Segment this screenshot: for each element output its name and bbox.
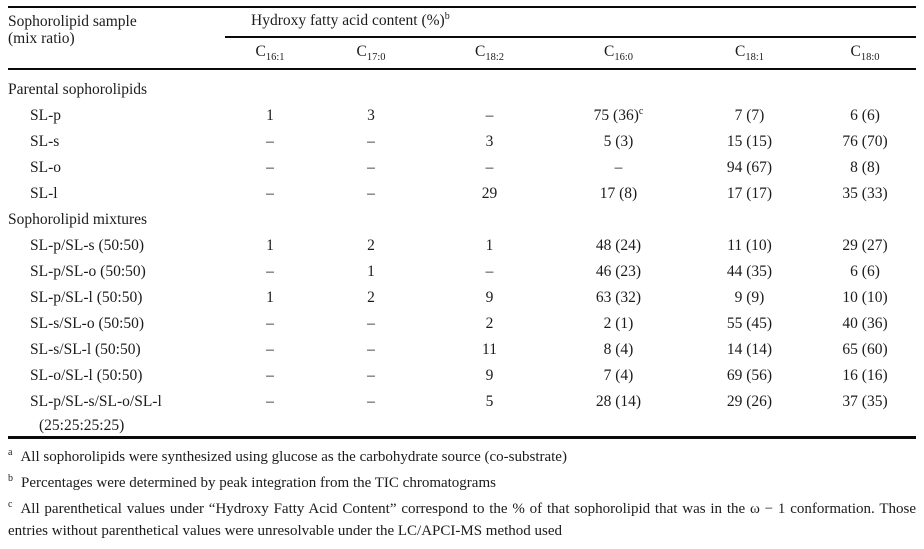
table-row-slp-slo	[8, 259, 916, 285]
footnote-b	[8, 472, 916, 494]
cell-value: 1	[266, 237, 274, 254]
cell-value: –	[367, 159, 375, 176]
table-row-sl-o	[8, 155, 916, 181]
sample-name: SL-s	[30, 133, 60, 150]
footnote-a-text: All sophorolipids were synthesized using glucose as the carbohydrate source (co-substrate)	[20, 449, 567, 465]
cell-value: 7 (7)	[734, 107, 765, 124]
footnote-marker-b: b	[444, 10, 450, 22]
col-header-c16-0: $C_{16:0}$	[552, 37, 685, 69]
cell-value: –	[266, 133, 274, 150]
cell-value: –	[367, 185, 375, 202]
sample-header-line1: Sophorolipid sample	[8, 13, 137, 30]
cell-value: –	[485, 159, 494, 176]
table-row-quaternary-mix	[8, 389, 916, 438]
section-label-parental: Parental sophorolipids	[8, 81, 148, 98]
cell-value: 76 (70)	[842, 133, 888, 150]
col-header-c17-0: $C_{17:0}$	[315, 37, 427, 69]
section-label-mixtures: Sophorolipid mixtures	[8, 211, 148, 228]
cell-value: 75 $(36)^c$	[593, 105, 644, 124]
cell-value: –	[367, 367, 375, 384]
cell-value: 65 (60)	[842, 341, 888, 358]
cell-value: 94 (67)	[726, 159, 773, 176]
cell-value: 29	[481, 185, 498, 202]
table-row-sls-slo	[8, 311, 916, 337]
sophorolipid-table	[8, 6, 916, 439]
cell-value: –	[367, 393, 375, 410]
sample-header-line2: (mix ratio)	[8, 30, 75, 47]
cell-value: 1	[367, 263, 375, 280]
table-row-slo-sll	[8, 363, 916, 389]
sample-name: SL-s/SL-o (50:50)	[30, 315, 145, 332]
cell-value: 6 (6)	[850, 263, 880, 280]
cell-value: 1	[485, 237, 494, 254]
cell-value: 55 (45)	[726, 315, 773, 332]
cell-value: –	[367, 133, 375, 150]
cell-value: 2 (1)	[603, 315, 634, 332]
cell-value: 37 (35)	[842, 393, 888, 410]
table-row-sl-p	[8, 103, 916, 129]
cell-value: 3	[367, 107, 375, 124]
footnote-a-marker: a	[8, 447, 13, 458]
cell-value: 9	[485, 367, 494, 384]
cell-value: 40 (36)	[842, 315, 888, 332]
cell-value: –	[266, 341, 274, 358]
cell-value: 8 (8)	[850, 159, 880, 176]
cell-value: 17 (17)	[726, 185, 773, 202]
sample-name: SL-p	[30, 107, 61, 124]
table-row-sl-l	[8, 181, 916, 207]
cell-value: 2	[367, 237, 375, 254]
cell-value: –	[614, 159, 623, 176]
sample-name: SL-s/SL-l (50:50)	[30, 341, 141, 358]
cell-value: 35 (33)	[842, 185, 888, 202]
cell-value: –	[266, 367, 274, 384]
footnote-a	[8, 446, 916, 468]
footnote-marker-c: c	[638, 105, 644, 117]
footnote-c-text: All parenthetical values under “Hydroxy Fatty Acid Content” correspond to the % of that sophorolipid that was in the ω − 1 conformation. Those entries without parenthetical values were unresolvable under the LC/APCI-MS method used	[8, 501, 916, 539]
footnote-c-marker: c	[8, 499, 13, 510]
cell-value: 11 (10)	[727, 237, 772, 254]
col-header-c18-0: $C_{18:0}$	[814, 37, 916, 69]
cell-value: 9	[485, 289, 494, 306]
table-row-sl-s	[8, 129, 916, 155]
cell-value: 2	[367, 289, 375, 306]
cell-value: 29 (26)	[726, 393, 773, 410]
cell-value: 7 (4)	[603, 367, 634, 384]
sample-name: SL-l	[30, 185, 58, 202]
cell-value: –	[485, 263, 494, 280]
cell-value: –	[266, 393, 274, 410]
cell-value: 1	[266, 107, 274, 124]
cell-value: 14 (14)	[726, 341, 773, 358]
footnotes	[8, 446, 916, 542]
cell-value: 16 (16)	[842, 367, 888, 384]
cell-value: –	[266, 315, 274, 332]
cell-value: 29 (27)	[842, 237, 888, 254]
cell-value: 5 (3)	[603, 133, 634, 150]
cell-value: 63 (32)	[595, 289, 642, 306]
group-header	[225, 7, 916, 37]
col-header-c18-1: $C_{18:1}$	[685, 37, 814, 69]
cell-value: 11	[482, 341, 497, 358]
cell-value: 8 (4)	[603, 341, 634, 358]
footnote-b-text: Percentages were determined by peak integration from the TIC chromatograms	[21, 475, 496, 491]
cell-value: 6 (6)	[850, 107, 880, 124]
cell-value: 10 (10)	[842, 289, 888, 306]
sample-name: SL-o	[30, 159, 61, 176]
cell-value: –	[266, 159, 274, 176]
sample-name: SL-p/SL-s/SL-o/SL-l (25:25:25:25)	[8, 389, 225, 438]
cell-value: 44 (35)	[726, 263, 773, 280]
cell-value: 46 (23)	[595, 263, 642, 280]
cell-value: –	[266, 263, 274, 280]
sample-column-header	[8, 7, 225, 69]
col-header-c18-2: $C_{18:2}$	[427, 37, 552, 69]
table-row-slp-sll	[8, 285, 916, 311]
cell-value: –	[266, 185, 274, 202]
cell-value: 28 (14)	[595, 393, 642, 410]
table-header-row-1	[8, 7, 916, 37]
cell-value: 17 (8)	[599, 185, 638, 202]
col-header-c16-1: $C_{16:1}$	[225, 37, 315, 69]
sample-name-line2: (25:25:25:25)	[39, 417, 125, 434]
table-row-sls-sll	[8, 337, 916, 363]
cell-value: 69 (56)	[726, 367, 773, 384]
footnote-b-marker: b	[8, 473, 13, 484]
cell-value: 15 (15)	[726, 133, 773, 150]
sample-name: SL-o/SL-l (50:50)	[30, 367, 143, 384]
cell-value: 9 (9)	[734, 289, 765, 306]
section-label-row	[8, 69, 916, 103]
cell-value: –	[485, 107, 494, 124]
cell-value: –	[367, 341, 375, 358]
sample-name: SL-p/SL-s (50:50)	[30, 237, 145, 254]
cell-value: –	[367, 315, 375, 332]
cell-value: 2	[485, 315, 494, 332]
footnote-c	[8, 498, 916, 542]
group-header-text: Hydroxy fatty acid content (%)	[251, 12, 445, 29]
sample-name: SL-p/SL-l (50:50)	[30, 289, 143, 306]
cell-value: 48 (24)	[595, 237, 642, 254]
cell-value: 1	[266, 289, 274, 306]
cell-value: 5	[485, 393, 494, 410]
sample-name: SL-p/SL-o (50:50)	[30, 263, 146, 280]
table-row-slp-sls	[8, 233, 916, 259]
cell-value: 3	[485, 133, 494, 150]
section-label-row	[8, 207, 916, 233]
